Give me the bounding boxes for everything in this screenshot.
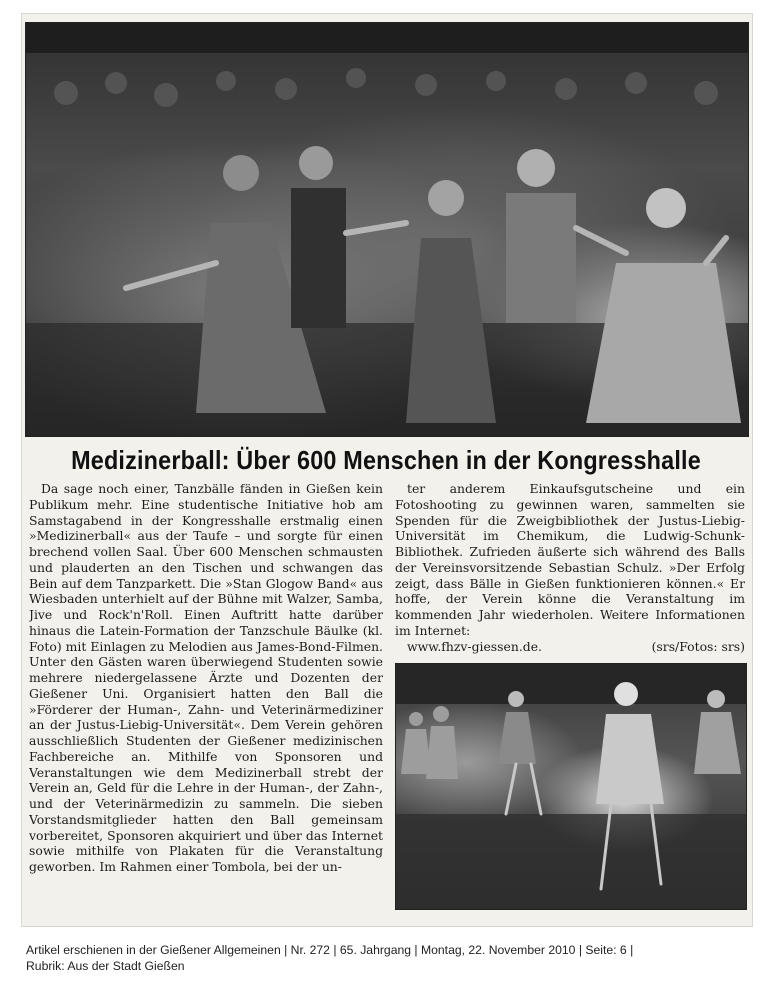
main-photo-illustration [26, 23, 748, 436]
footer-section-line: Rubrik: Aus der Stadt Gießen [26, 959, 185, 973]
website-link[interactable]: www.fhzv-giessen.de. [407, 638, 542, 654]
small-photo-latin-formation [395, 663, 747, 910]
main-photo-ballroom-dancers [25, 22, 749, 437]
url-credit-line [395, 639, 745, 655]
article-headline: Medizinerball: Über 600 Menschen in der Kongresshalle [71, 445, 701, 475]
photo-credit: (srs/Fotos: srs) [651, 638, 745, 654]
footer-publication-line: Artikel erschienen in der Gießener Allgemeinen | Nr. 272 | 65. Jahrgang | Montag, 22. November 2010 | Seite: 6 | [26, 943, 634, 957]
article-body-right-column [395, 481, 745, 657]
article-body-left-column [29, 481, 383, 909]
small-photo-illustration [396, 664, 746, 909]
article-paragraph: Da sage noch einer, Tanzbälle fänden in Gießen kein Publikum mehr. Eine studentische Initiative hob am Samstagabend in der Kongresshalle erstmalig einen »Medizinerball« aus der Taufe – und sorgte für einen brechend vollen Saal. Über 600 Menschen schmausten und plauderten an den Tischen und schwangen das Bein auf dem Tanzparkett. Die »Stan Glogow Band« aus Wiesbaden unterhielt auf der Bühne mit Walzer, Samba, Jive und Rock'n'Roll. Einen Auftritt hatte darüber hinaus die Latein-Formation der Tanzschule Bäulke (kl. Foto) mit Einlagen zu Melodien aus James-Bond-Filmen. Unter den Gästen waren überwiegend Studenten sowie mehrere niedergelassene Ärzte und Dozenten der Gießener Uni. Organisiert hatten den Ball die »Förderer der Human-, Zahn- und Veterinärmediziner an der Justus-Liebig-Universität«. Dem Verein gehören ausschließlich Studenten der Gießener medizinischen Fachbereiche an. Mithilfe von Sponsoren und Veranstaltungen wie dem Medizinerball strebt der Verein an, Geld für die Lehre in der Human-, der Zahn-, und der Veterinärmedizin zu sammeln. Die sieben Vorstandsmitglieder hatten den Ball gemeinsam vorbereitet, Sponsoren akquiriert und über das Internet sowie mithilfe von Plakaten für die Veranstaltung geworben. Im Rahmen einer Tombola, bei der un- [29, 481, 383, 874]
source-footer [26, 942, 766, 974]
article-paragraph-continued: ter anderem Einkaufsgutscheine und ein Fotoshooting zu gewinnen waren, sammelten sie Spenden für die Zweigbibliothek der Justus-Liebig-Universität im Chemikum, die Ludwig-Schunk-Bibliothek. Zufrieden äußerte sich während des Balls der Vereinsvorsitzende Sebastian Schulz. »Der Erfolg zeigt, dass Bälle in Gießen funktionieren können.« Er hoffe, der Verein könne die Veranstaltung im kommenden Jahr wiederholen. Weitere Informationen im Internet: [395, 481, 745, 638]
